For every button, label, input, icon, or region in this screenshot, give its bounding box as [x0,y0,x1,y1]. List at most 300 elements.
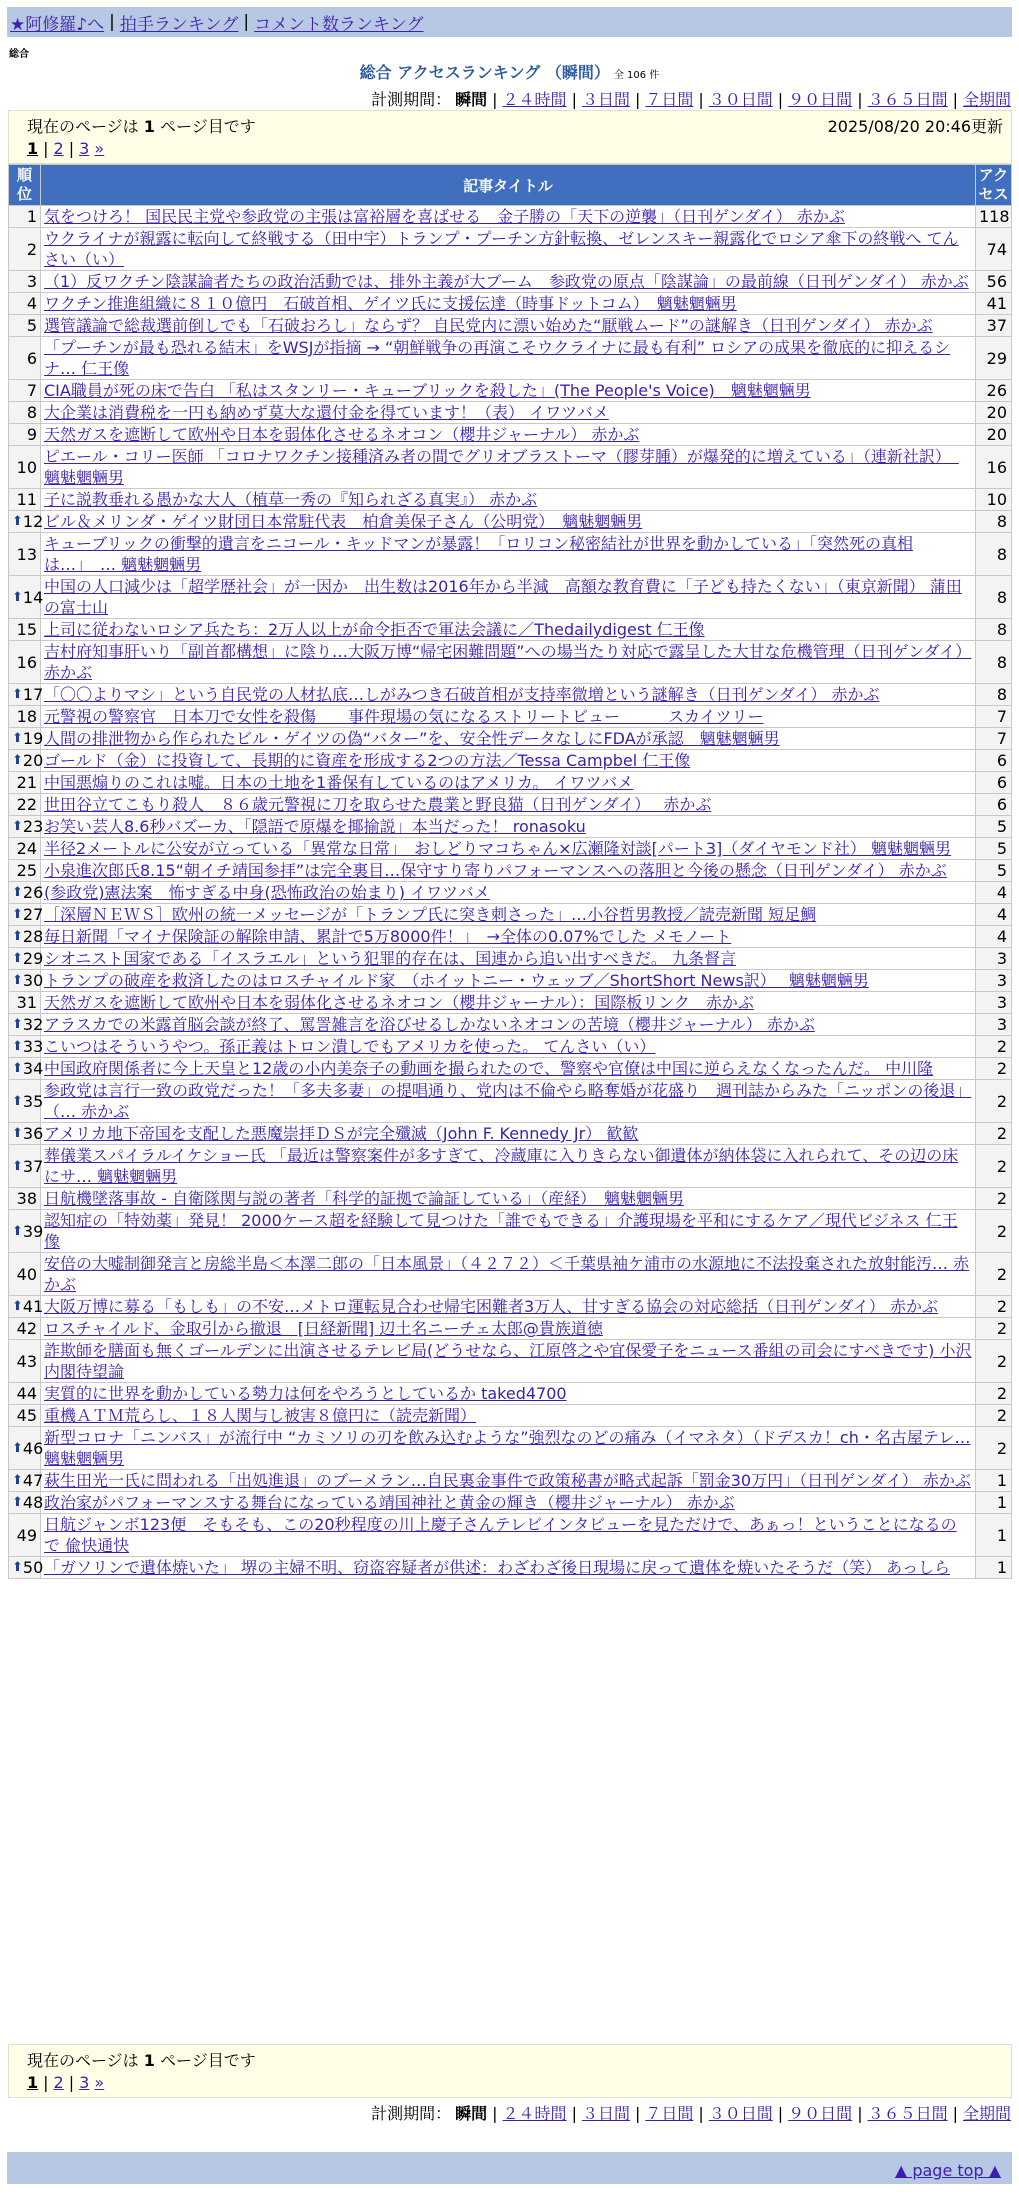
article-link[interactable]: 中国政府関係者に今上天皇と12歳の小内美奈子の動画を撮られたので、警察や官僚は中国に逆らえなくなったんだ。 中川隆 [44,1059,934,1078]
table-row [9,489,1012,511]
ranking-table [8,164,1012,1579]
arrow-up-icon: ⬆ [12,514,23,529]
title-cell [41,271,976,293]
rank-cell [9,1427,44,1470]
access-count: 3 [976,1014,1012,1036]
access-count: 6 [976,794,1012,816]
article-link[interactable]: 日航ジャンボ123便 そもそも、この20秒程度の川上慶子さんテレビインタビューを見ただけで、あぁっ！ということになるので 偸快通快 [44,1515,957,1555]
arrow-up-icon: ⬆ [12,1158,23,1174]
rank-number: 28 [22,927,44,946]
article-link[interactable]: ウクライナが親露に転向して終戦する（田中宇）トランプ・プーチン方針転換、ゼレンスキー親露化でロシア傘下の終戦へ てんさい（い） [44,229,959,269]
table-row [9,728,1012,750]
article-link[interactable]: ゴールド（金）に投資して、長期的に資産を形成する2つの方法／Tessa Campbel 仁王像 [44,751,691,770]
period-separator: | [952,2104,958,2123]
rank-number: 2 [26,239,37,259]
title-header: 記事タイトル [41,165,976,206]
table-row [9,402,1012,424]
rank-number: 19 [22,729,44,748]
table-row [9,446,1012,489]
arrow-up-icon: ⬆ [12,929,23,944]
title-cell [41,206,976,228]
article-link[interactable]: アメリカ地下帝国を支配した悪魔崇拝ＤＳが完全殲滅（John F. Kennedy Jr） 歓歓 [44,1124,639,1143]
rank-cell [9,1145,44,1188]
rank-number: 26 [22,883,44,902]
table-row [9,533,1012,576]
next-page-link[interactable]: » [94,139,105,158]
rank-number: 23 [22,817,44,836]
table-row [9,970,1012,992]
article-link[interactable]: 子に説教垂れる愚かな大人（植草一秀の『知られざる真実』） 赤かぶ [44,490,538,509]
rank-cell [9,1514,41,1557]
rank-number: 39 [22,1221,44,1241]
title-cell [41,728,976,750]
period-separator: | [492,2104,498,2123]
period-link[interactable]: 全期間 [962,90,1011,109]
table-row [9,206,1012,228]
title-cell [41,1383,976,1405]
rank-number: 22 [16,795,37,814]
rank-number: 35 [22,1091,44,1111]
rank-number: 38 [16,1189,37,1208]
page-link[interactable]: 3 [79,139,90,158]
next-page-link[interactable]: » [94,2073,105,2092]
arrow-up-icon: ⬆ [12,1039,23,1054]
rank-cell [9,511,44,533]
rank-cell [9,1492,44,1514]
arrow-up-icon: ⬆ [12,687,23,702]
article-link[interactable]: （1）反ワクチン陰謀論者たちの政治活動では、排外主義が大ブーム 参政党の原点「陰謀論」の最前線（日刊ゲンダイ） 赤かぶ [44,272,969,291]
article-link[interactable]: こいつはそういうやつ。孫正義はトロン潰しでもアメリカを使った。 てんさい（い） [44,1037,656,1056]
table-row [9,882,1012,904]
table-row [9,816,1012,838]
article-link[interactable]: 世田谷立てこもり殺人 ８６歳元警視に刀を取らせた農業と野良猫（日刊ゲンダイ） 赤かぶ [44,795,712,814]
period-link[interactable]: ３６５日間 [867,90,948,109]
access-count: 2 [976,1123,1012,1145]
title-cell [41,948,976,970]
arrow-up-icon: ⬆ [12,731,23,746]
category-label: 総合 [9,49,29,60]
table-row [9,576,1012,619]
rank-number: 50 [22,1558,44,1577]
access-count: 2 [976,1427,1012,1470]
period-separator: | [698,90,704,109]
page-links [27,2073,104,2092]
arrow-up-icon: ⬆ [12,819,23,834]
page-top-link[interactable]: ▲ page top ▲ [894,2161,1001,2180]
title-cell [41,882,976,904]
period-separator: | [857,90,863,109]
access-count: 3 [976,948,1012,970]
table-row [9,1557,1012,1579]
rank-cell [9,948,44,970]
rank-number: 7 [26,381,37,400]
rank-number: 42 [16,1319,37,1338]
home-link[interactable]: ★阿修羅♪へ [10,14,105,35]
table-row [9,926,1012,948]
table-row [9,838,1012,860]
table-row [9,337,1012,380]
rank-cell [9,970,44,992]
article-link[interactable]: ［深層ＮＥＷＳ］欧州の統一メッセージが「トランプ氏に突き刺さった」…小谷哲男教授／読売新聞 短足鯛 [44,905,817,924]
article-link[interactable]: ビル＆メリンダ・ゲイツ財団日本常駐代表 柏倉美保子さん（公明党） 魑魅魍魎男 [44,512,643,531]
article-link[interactable]: ピエール・コリー医師 「コロナワクチン接種済み者の間でグリオブラストーマ（膠芽腫）が爆発的に増えている」（連新社訳） 魑魅魍魎男 [44,447,959,487]
arrow-up-icon: ⬆ [12,1017,23,1032]
table-row [9,1123,1012,1145]
table-row [9,992,1012,1014]
nav-separator: | [109,12,115,32]
title-cell [41,1492,976,1514]
arrow-up-icon: ⬆ [12,1560,23,1575]
article-link[interactable]: 毎日新聞「マイナ保険証の解除申請、累計で5万8000件！」 →全体の0.07%でした メモノート [44,927,732,946]
access-count: 10 [976,489,1012,511]
period-link[interactable]: ３０日間 [708,2104,773,2123]
rank-number: 8 [26,403,37,422]
rank-number: 32 [22,1015,44,1034]
period-separator: | [777,90,784,109]
rank-cell [9,772,41,794]
rank-number: 48 [22,1493,44,1512]
article-link[interactable]: 政治家がパフォーマンスする舞台になっている靖国神社と黄金の輝き（櫻井ジャーナル） 赤かぶ [44,1493,735,1512]
title-cell [41,1123,976,1145]
period-link[interactable]: ９０日間 [788,90,853,109]
period-link[interactable]: ９０日間 [788,2104,853,2123]
access-count: 2 [976,1058,1012,1080]
rank-cell [9,1405,41,1427]
page-link[interactable]: 3 [79,2073,90,2092]
rank-cell [9,838,41,860]
table-row [9,860,1012,882]
period-link[interactable]: ２４時間 [502,2104,567,2123]
article-link[interactable]: 気をつけろ！ 国民民主党や参政党の主張は富裕層を喜ばせる 金子勝の「天下の逆襲」（日刊ゲンダイ） 赤かぶ [44,207,845,226]
access-count: 1 [976,1470,1012,1492]
title-cell [41,1514,976,1557]
title-cell [41,772,976,794]
title-cell [41,838,976,860]
table-row [9,1080,1012,1123]
arrow-up-icon: ⬆ [12,1223,23,1239]
access-count: 37 [976,315,1012,337]
current-page-number: 1 [143,2051,155,2070]
period-separator: | [698,2104,704,2123]
article-link[interactable]: 選管議論で総裁選前倒しでも「石破おろし」ならず？ 自民党内に漂い始めた“厭戦ムード”の謎解き（日刊ゲンダイ） 赤かぶ [44,316,933,335]
table-row [9,684,1012,706]
period-link[interactable]: 全期間 [962,2104,1011,2123]
article-link[interactable]: 実質的に世界を動かしている勢力は何をやろうとしているか taked4700 [44,1384,567,1403]
period-separator: | [777,2104,784,2123]
rank-number: 3 [26,272,37,291]
period-link[interactable]: ２４時間 [502,90,567,109]
access-count: 2 [976,1340,1012,1383]
rank-number: 17 [22,685,44,704]
table-row [9,271,1012,293]
title-cell [41,619,976,641]
period-link[interactable]: ３０日間 [708,90,773,109]
table-row [9,1492,1012,1514]
clap-ranking-link[interactable]: 拍手ランキング [119,14,239,35]
article-link[interactable]: 新型コロナ「ニンバス」が流行中 “カミソリの刃を飲み込むような”強烈なのどの痛み（イマネタ）（ドデスカ！ch・名古屋テレ… 魑魅魍魎男 [44,1428,971,1468]
rank-cell [9,684,44,706]
table-row [9,1427,1012,1470]
access-count: 5 [976,838,1012,860]
access-count: 2 [976,1210,1012,1253]
table-row [9,424,1012,446]
arrow-up-icon: ⬆ [12,1299,23,1314]
period-separator: | [571,2104,577,2123]
rank-number: 9 [26,425,37,444]
access-count: 8 [976,533,1012,576]
rank-number: 1 [26,207,37,226]
title-cell [41,1470,976,1492]
pager-bottom [8,2044,1012,2098]
arrow-up-icon: ⬆ [12,951,23,966]
rank-cell [9,1058,44,1080]
count-header: アクセス [976,165,1012,206]
table-row [9,315,1012,337]
page-separator: | [68,2073,75,2092]
rank-number: 12 [22,512,44,531]
table-row [9,641,1012,684]
title-cell [41,1188,976,1210]
rank-number: 4 [26,294,37,313]
rank-number: 16 [16,652,37,672]
title-cell [41,904,976,926]
access-count: 118 [976,206,1012,228]
rank-number: 5 [26,316,37,335]
article-link[interactable]: (参政党)憲法案 怖すぎる中身(恐怖政治の始まり) イワツバメ [44,883,490,902]
article-link[interactable]: シオニスト国家である「イスラエル」という犯罪的存在は、国連から追い出すべきだ。 九条督言 [44,949,736,968]
period-link[interactable]: ３日間 [581,90,630,109]
footer-bar [7,2152,1012,2184]
article-link[interactable]: 大企業は消費税を一円も納めず莫大な還付金を得ています！（表） イワツバメ [44,403,609,422]
article-link[interactable]: 「ガソリンで遺体焼いた」 堺の主婦不明、窃盗容疑者が供述：わざわざ後日現場に戻って遺体を焼いたそうだ（笑） あっしら [44,1558,951,1577]
pager-top [8,110,1012,164]
title-cell [41,926,976,948]
title-cell [41,1318,976,1340]
rank-number: 25 [16,861,37,880]
rank-cell [9,1080,44,1123]
rank-cell [9,1296,44,1318]
rank-number: 30 [22,971,44,990]
rank-cell [9,750,44,772]
rank-cell [9,1253,41,1296]
rank-cell [9,1340,41,1383]
title-cell [41,380,976,402]
arrow-up-icon: ⬆ [12,973,23,988]
ranking-count: 全 106 件 [613,70,660,81]
table-row [9,293,1012,315]
rank-number: 10 [16,457,37,477]
rank-number: 49 [16,1525,37,1545]
table-row [9,1470,1012,1492]
table-row [9,1058,1012,1080]
article-link[interactable]: 上司に従わないロシア兵たち：2万人以上が命令拒否で軍法会議に／Thedailydigest 仁王像 [44,620,705,639]
rank-cell [9,446,41,489]
rank-number: 41 [22,1297,44,1316]
arrow-up-icon: ⬆ [12,1440,23,1456]
article-link[interactable]: キューブリックの衝撃的遺言をニコール・キッドマンが暴露！「ロリコン秘密結社が世界を動かしている」「突然死の真相は…」 … 魑魅魍魎男 [44,534,913,574]
article-link[interactable]: 小泉進次郎氏8.15“朝イチ靖国参拝”は完全裏目…保守すり寄りパフォーマンスへの落胆と今後の懸念（日刊ゲンダイ） 赤かぶ [44,861,947,880]
page-link[interactable]: 2 [53,139,64,158]
article-link[interactable]: 天然ガスを遮断して欧州や日本を弱体化させるネオコン（櫻井ジャーナル） 赤かぶ [44,425,640,444]
article-link[interactable]: お笑い芸人8.6秒バズーカ、「隠語で原爆を揶揄説」本当だった！ ronasoku [44,817,586,836]
title-cell [41,794,976,816]
rank-cell [9,992,41,1014]
table-row [9,1188,1012,1210]
period-separator: | [492,90,498,109]
rank-cell [9,228,41,271]
rank-number: 45 [16,1406,37,1425]
access-count: 8 [976,619,1012,641]
access-count: 2 [976,1253,1012,1296]
rank-cell [9,904,44,926]
article-link[interactable]: 重機ＡＴＭ荒らし、１８人関与し被害８億円に（読売新聞） [44,1406,477,1425]
title-cell [41,816,976,838]
article-link[interactable]: 「プーチンが最も恐れる結末」をWSJが指摘 → “朝鮮戦争の再演こそウクライナに最も有利” ロシアの成果を徹底的に抑えるシナ… 仁王像 [44,338,951,378]
access-count: 4 [976,926,1012,948]
period-link[interactable]: ３６５日間 [867,2104,948,2123]
rank-number: 33 [22,1037,44,1056]
table-row [9,1405,1012,1427]
arrow-up-icon: ⬆ [12,1126,23,1141]
access-count: 20 [976,402,1012,424]
access-count: 2 [976,1296,1012,1318]
access-count: 6 [976,750,1012,772]
article-link[interactable]: ワクチン推進組織に８１０億円 石破首相、ゲイツ氏に支援伝達（時事ドットコム） 魑魅魍魎男 [44,294,737,313]
top-nav-bar [7,7,1012,37]
period-link[interactable]: ７日間 [645,2104,694,2123]
arrow-up-icon: ⬆ [12,1061,23,1076]
article-link[interactable]: 詐欺師を膳面も無くゴールデンに出演させるテレビ局(どうせなら、江原啓之や宜保愛子をニュース番組の司会にすべきです) 小沢内閣待望論 [44,1341,972,1381]
rank-cell [9,293,41,315]
current-page-number: 1 [143,117,155,136]
page-separator: | [43,139,49,158]
rank-number: 37 [22,1156,44,1176]
rank-cell [9,1470,44,1492]
article-link[interactable]: トランプの破産を救済したのはロスチャイルド家 （ホイットニー・ウェッブ／ShortShort News訳） 魑魅魍魎男 [44,971,869,990]
title-cell [41,970,976,992]
access-count: 16 [976,446,1012,489]
rank-cell [9,533,41,576]
article-link[interactable]: 吉村府知事肝いり「副首都構想」に陰り…大阪万博“帰宅困難問題”への場当たり対応で露呈した大甘な危機管理（日刊ゲンダイ） 赤かぶ [44,642,972,682]
article-link[interactable]: 認知症の「特効薬」発見！ 2000ケース超を経験して見つけた「誰でもできる」介護現場を平和にするケア／現代ビジネス 仁王像 [44,1211,958,1251]
table-row [9,1383,1012,1405]
table-row [9,1036,1012,1058]
rank-number: 44 [16,1384,37,1403]
rank-cell [9,1210,44,1253]
access-count: 2 [976,1080,1012,1123]
title-cell [41,1036,976,1058]
arrow-up-icon: ⬆ [12,907,23,922]
article-link[interactable]: アラスカでの米露首脳会談が終了、罵詈雑言を浴びせるしかないネオコンの苦境（櫻井ジャーナル） 赤かぶ [44,1015,815,1034]
access-count: 56 [976,271,1012,293]
title-cell [41,315,976,337]
access-count: 29 [976,337,1012,380]
current-page-text: 現在のページは 1 ページ目です [27,2051,256,2070]
rank-cell [9,271,41,293]
comment-ranking-link[interactable]: コメント数ランキング [254,14,424,35]
access-count: 7 [976,706,1012,728]
access-count: 3 [976,970,1012,992]
article-link[interactable]: 元警視の警察官 日本刀で女性を殺傷 事件現場の気になるストリートビュー スカイツリー [44,707,764,726]
period-separator: | [571,90,577,109]
title-cell [41,1014,976,1036]
article-link[interactable]: 葬儀業スパイラルイケショー氏 「最近は警察案件が多すぎて、冷蔵庫に入りきらない御遺体が納体袋に入れられて、その辺の床にサ… 魑魅魍魎男 [44,1146,959,1186]
period-selector-bottom [371,2101,1011,2124]
article-link[interactable]: CIA職員が死の床で告白 「私はスタンリー・キューブリックを殺した」(The People's Voice) 魑魅魍魎男 [44,381,811,400]
rank-number: 20 [22,751,44,770]
rank-cell [9,315,41,337]
table-row [9,1318,1012,1340]
rank-cell [9,1188,41,1210]
article-link[interactable]: 大阪万博に募る「もしも」の不安…メトロ運転見合わせ帰宅困難者3万人、甘すぎる協会の対応総括（日刊ゲンダイ） 赤かぶ [44,1297,938,1316]
rank-number: 46 [22,1438,44,1458]
access-count: 3 [976,992,1012,1014]
title-cell [41,750,976,772]
title-cell [41,576,976,619]
article-link[interactable]: 半径2メートルに公安が立っている「異常な日常」 おしどりマコちゃん×広瀬隆対談[パート3]（ダイヤモンド社） 魑魅魍魎男 [44,839,952,858]
title-cell [41,424,976,446]
period-separator: | [634,90,641,109]
article-link[interactable]: 参政党は言行一致の政党だった！「多夫多妻」の提唱通り、党内は不倫やら略奪婚が花盛り 週刊誌からみた「ニッポンの後退」（… 赤かぶ [44,1081,972,1121]
table-row [9,619,1012,641]
article-link[interactable]: 中国悪煽りのこれは嘘。日本の土地を1番保有しているのはアメリカ。 イワツバメ [44,773,634,792]
access-count: 2 [976,1405,1012,1427]
page-link[interactable]: 2 [53,2073,64,2092]
table-row [9,380,1012,402]
rank-cell [9,489,41,511]
arrow-up-icon: ⬆ [12,1473,23,1488]
table-row [9,1014,1012,1036]
rank-number: 14 [22,587,44,607]
rank-cell [9,1036,44,1058]
article-link[interactable]: 萩生田光一氏に問われる「出処進退」のブーメラン…自民裏金事件で政策秘書が略式起訴「罰金30万円」（日刊ゲンダイ） 赤かぶ [44,1471,971,1490]
current-page-text: 現在のページは 1 ページ目です [27,117,256,136]
article-link[interactable]: 日航機墜落事故 - 自衛隊関与説の著者「科学的証拠で論証している」（産経） 魑魅魍魎男 [44,1189,684,1208]
access-count: 2 [976,1036,1012,1058]
arrow-up-icon: ⬆ [12,753,23,768]
rank-cell [9,816,44,838]
article-link[interactable]: 天然ガスを遮断して欧州や日本を弱体化させるネオコン（櫻井ジャーナル）：国際板リンク 赤かぶ [44,993,754,1012]
rank-number: 21 [16,773,37,792]
article-link[interactable]: ロスチャイルド、金取引から撤退 [日経新聞] 辺土名ニーチェ太郎@貴族道徳 [44,1319,603,1338]
arrow-up-icon: ⬆ [12,885,23,900]
period-link[interactable]: ３日間 [581,2104,630,2123]
title-cell [41,228,976,271]
ranking-title [0,60,1019,83]
rank-number: 13 [16,544,37,564]
table-row [9,904,1012,926]
table-row [9,1145,1012,1188]
period-current: 瞬間 [455,90,488,109]
article-link[interactable]: 「〇〇よりマシ」という自民党の人材払底…しがみつき石破首相が支持率微増という謎解き（日刊ゲンダイ） 赤かぶ [44,685,880,704]
table-row [9,794,1012,816]
rank-number: 15 [16,620,37,639]
access-count: 74 [976,228,1012,271]
access-count: 7 [976,728,1012,750]
title-cell [41,293,976,315]
article-link[interactable]: 人間の排泄物から作られたビル・ゲイツの偽“バター”を、安全性データなしにFDAが承認 魑魅魍魎男 [44,729,780,748]
article-link[interactable]: 安倍の大嘘制御発言と房総半島＜本澤二郎の「日本風景」（４２７２）＜千葉県袖ケ浦市の水源地に不法投棄された放射能汚… 赤かぶ [44,1254,970,1294]
period-link[interactable]: ７日間 [645,90,694,109]
title-cell [41,1080,976,1123]
rank-cell [9,1014,44,1036]
rank-cell [9,206,41,228]
article-link[interactable]: 中国の人口減少は「超学歴社会」が一因か 出生数は2016年から半減 高額な教育費に「子ども持たくない」（東京新聞） 蒲田の富士山 [44,577,962,617]
period-label: 計測期間： [371,2104,452,2123]
title-cell [41,706,976,728]
rank-cell [9,1318,41,1340]
table-row [9,706,1012,728]
